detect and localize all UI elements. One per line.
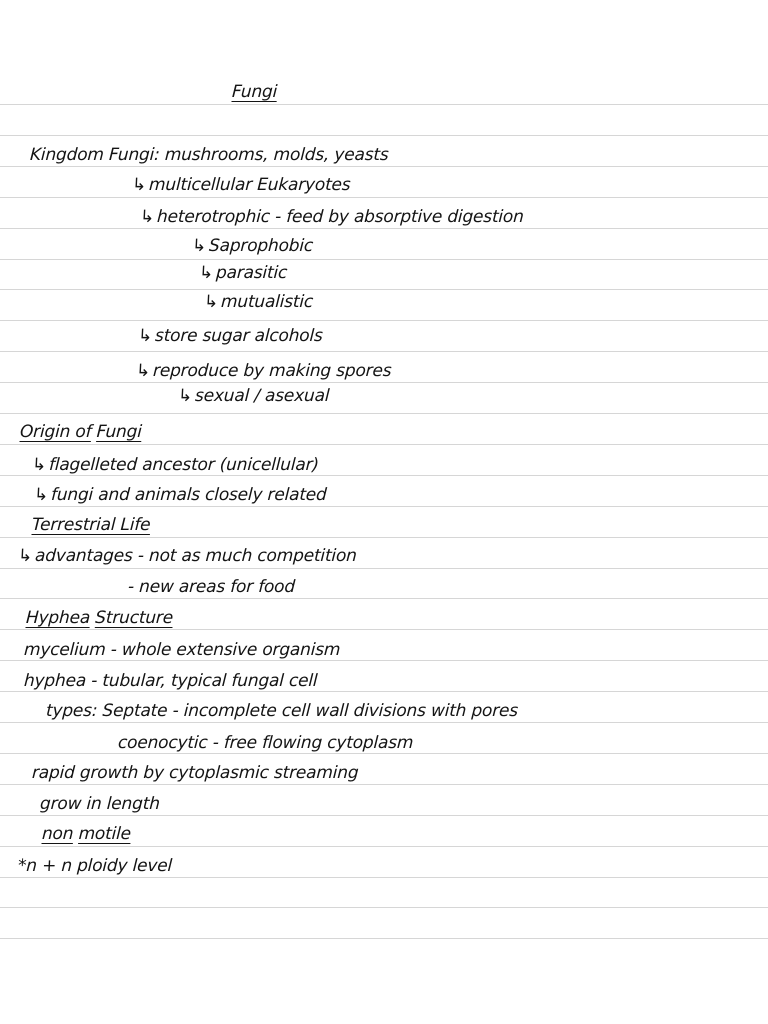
- page-title: Fungi: [231, 82, 278, 102]
- kingdom-heading: Kingdom Fungi: mushrooms, molds, yeasts: [29, 145, 390, 165]
- origin-heading-part1: Origin of: [19, 422, 92, 442]
- arrow-icon: ↳: [203, 292, 219, 312]
- arrow-icon: ↳: [191, 236, 207, 256]
- list-item-flagellated: [31, 455, 319, 475]
- mutualistic-text: mutualistic: [220, 292, 314, 312]
- rapid-growth-text: rapid growth by cytoplasmic streaming: [31, 763, 359, 783]
- advantages-text: advantages - not as much competition: [34, 546, 358, 566]
- non-motile-text: [41, 824, 131, 844]
- non-motile-part1: non: [41, 824, 74, 844]
- heterotrophic-text: heterotrophic - feed by absorptive digestion: [156, 207, 525, 227]
- grow-length-text: grow in length: [39, 794, 161, 814]
- saprophobic-text: Saprophobic: [208, 236, 314, 256]
- ploidy-text: *n + n ploidy level: [17, 856, 173, 876]
- list-item-saprophobic: [191, 236, 313, 256]
- arrow-icon: ↳: [177, 386, 193, 406]
- types-text: types: Septate - incomplete cell wall divisions with pores: [45, 701, 519, 721]
- reproduce-text: reproduce by making spores: [152, 361, 392, 381]
- arrow-icon: ↳: [131, 175, 147, 195]
- hyphea-heading-part1: Hyphea: [25, 608, 91, 628]
- coenocytic-text: coenocytic - free flowing cytoplasm: [117, 733, 414, 753]
- non-motile-part2: motile: [78, 824, 132, 844]
- parasitic-text: parasitic: [215, 263, 288, 283]
- list-item-parasitic: [198, 263, 287, 283]
- arrow-icon: ↳: [33, 485, 49, 505]
- store-text: store sugar alcohols: [154, 326, 324, 346]
- list-item-related: [33, 485, 327, 505]
- list-item-multicellular: [131, 175, 351, 195]
- new-areas-text: - new areas for food: [127, 577, 296, 597]
- arrow-icon: ↳: [135, 361, 151, 381]
- list-item-heterotrophic: [139, 207, 524, 227]
- terrestrial-heading: Terrestrial Life: [31, 515, 151, 535]
- origin-heading: [19, 422, 142, 442]
- hyphea-text: hyphea - tubular, typical fungal cell: [23, 671, 318, 691]
- arrow-icon: ↳: [17, 546, 33, 566]
- arrow-icon: ↳: [137, 326, 153, 346]
- list-item-advantages: [17, 546, 357, 566]
- multicellular-text: multicellular Eukaryotes: [148, 175, 351, 195]
- arrow-icon: ↳: [198, 263, 214, 283]
- arrow-icon: ↳: [139, 207, 155, 227]
- origin-heading-part2: Fungi: [96, 422, 143, 442]
- arrow-icon: ↳: [31, 455, 47, 475]
- sexual-text: sexual / asexual: [194, 386, 330, 406]
- hyphea-heading-part2: Structure: [94, 608, 174, 628]
- list-item-mutualistic: [203, 292, 313, 312]
- list-item-store: [137, 326, 323, 346]
- hyphea-heading: [25, 608, 173, 628]
- mycelium-text: mycelium - whole extensive organism: [23, 640, 341, 660]
- list-item-sexual: [177, 386, 329, 406]
- related-text: fungi and animals closely related: [50, 485, 328, 505]
- flagellated-text: flagelleted ancestor (unicellular): [48, 455, 320, 475]
- list-item-reproduce: [135, 361, 391, 381]
